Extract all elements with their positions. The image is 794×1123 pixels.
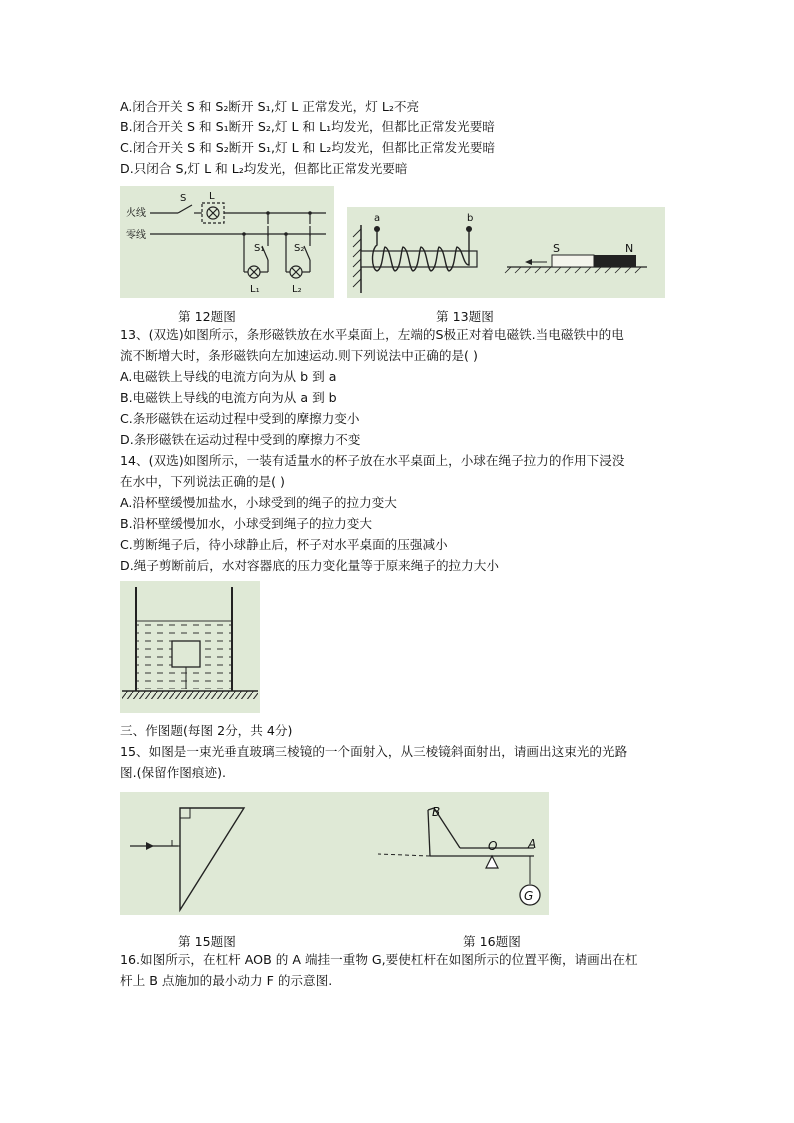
switch-s1-label: S₁ [254,243,265,254]
q12-option-a: A.闭合开关 S 和 S₂断开 S₁,灯 L 正常发光，灯 L₂不亮 [120,99,420,114]
figure-15-caption: 第 15题图 [178,934,236,949]
figure-13-electromagnet [347,207,665,298]
q13-stem-line-1: 13、(双选)如图所示，条形磁铁放在水平桌面上，左端的S极正对着电磁铁.当电磁铁中的电 [120,327,624,342]
magnet-n-label: N [625,242,634,255]
q13-option-b: B.电磁铁上导线的电流方向为从 a 到 b [120,390,337,405]
q16-stem-line-2: 杆上 B 点施加的最小动力 F 的示意图. [120,973,333,988]
lever-point-b-label: B [432,805,441,819]
terminal-a-label: a [374,213,381,224]
switch-s-label: S [180,193,187,204]
magnet-s-label: S [553,242,560,255]
fire-wire-label: 火线 [126,208,146,219]
figure-12-caption: 第 12题图 [178,309,236,324]
figure-12-circuit [120,186,334,298]
weight-g-label: G [524,889,534,903]
q14-stem-line-1: 14、(双选)如图所示，一装有适量水的杯子放在水平桌面上，小球在绳子拉力的作用下浸没 [120,453,625,468]
lever-fulcrum-o-label: O [488,839,498,853]
q13-option-a: A.电磁铁上导线的电流方向为从 b 到 a [120,369,337,384]
zero-wire-label: 零线 [126,230,146,241]
q14-option-b: B.沿杯壁缓慢加水，小球受到绳子的拉力变大 [120,516,372,531]
q12-option-b: B.闭合开关 S 和 S₁断开 S₂,灯 L 和 L₁均发光，但都比正常发光要暗 [120,119,495,134]
lamp-l-label: L [209,191,215,202]
lamp-l2-label: L₂ [292,284,302,295]
q12-option-d: D.只闭合 S,灯 L 和 L₂均发光，但都比正常发光要暗 [120,161,408,176]
switch-s2-label: S₂ [294,243,305,254]
figure-15-16-combined [120,792,549,915]
q13-stem-line-2: 流不断增大时，条形磁铁向左加速运动.则下列说法中正确的是( ) [120,348,478,363]
figure-13-caption: 第 13题图 [436,309,494,324]
q15-stem-line-1: 15、如图是一束光垂直玻璃三棱镜的一个面射入，从三棱镜斜面射出，请画出这束光的光路 [120,744,628,759]
q12-option-c: C.闭合开关 S 和 S₂断开 S₁,灯 L 和 L₂均发光，但都比正常发光要暗 [120,140,496,155]
q14-option-d: D.绳子剪断前后，水对容器底的压力变化量等于原来绳子的拉力大小 [120,558,499,573]
terminal-b-label: b [467,213,474,224]
lever-point-a-label: A [528,837,537,851]
q15-stem-line-2: 图.(保留作图痕迹). [120,765,226,780]
q14-option-c: C.剪断绳子后，待小球静止后，杯子对水平桌面的压强减小 [120,537,448,552]
figure-16-caption: 第 16题图 [463,934,521,949]
section-3-heading: 三、作图题(每图 2分，共 4分) [120,723,293,738]
q13-option-d: D.条形磁铁在运动过程中受到的摩擦力不变 [120,432,361,447]
figure-14-water-cup [120,581,260,713]
q14-option-a: A.沿杯壁缓慢加盐水，小球受到的绳子的拉力变大 [120,495,397,510]
lamp-l1-label: L₁ [250,284,260,295]
q13-option-c: C.条形磁铁在运动过程中受到的摩擦力变小 [120,411,360,426]
q16-stem-line-1: 16.如图所示，在杠杆 AOB 的 A 端挂一重物 G,要使杠杆在如图所示的位置平衡，请画出在杠 [120,952,638,967]
q14-stem-line-2: 在水中，下列说法正确的是( ) [120,474,285,489]
